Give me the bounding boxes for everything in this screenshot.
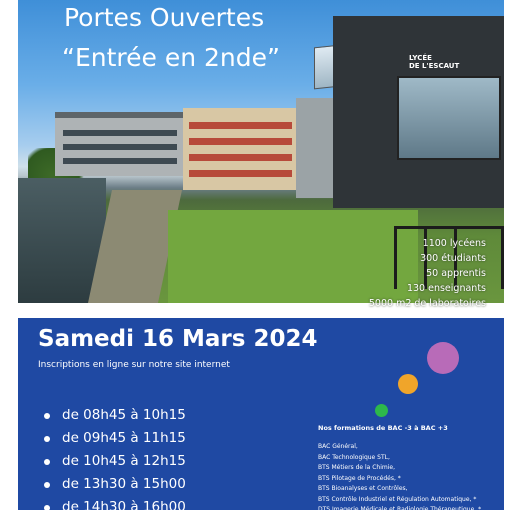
building-center [183,108,298,190]
formation-item: BAC Technologique STL, [318,453,390,461]
time-slot: de 08h45 à 10h15 [44,404,186,427]
stats-list [369,236,486,311]
glass-facade [397,76,501,160]
info-panel [18,318,504,515]
stat-item: 5000 m2 de laboratoires [368,298,486,309]
formations-heading: Nos formations de BAC -3 à BAC +3 [318,424,448,432]
campus-photo [18,0,504,309]
formation-item: BAC Général, [318,443,358,450]
formation-item: BTS Pilotage de Procédés, * [318,474,401,482]
event-date: Samedi 16 Mars 2024 [38,326,318,352]
formation-item: BTS Bioanalyses et Contrôles, [318,485,408,492]
title-line-2: “Entrée en 2nde” [62,43,280,72]
formation-item: DTS Imagerie Médicale et Radiologie Thérapeutique, * [318,506,482,513]
building-sign: LYCÉE DE L'ESCAUT [409,54,460,70]
green-dot [375,404,388,417]
time-slot: de 10h45 à 12h15 [44,450,186,473]
stat-item: 300 étudiants [420,253,486,264]
main-building [333,16,504,208]
time-slot: de 13h30 à 15h00 [44,473,186,496]
stat-item: 50 apprentis [426,268,486,279]
time-slot: de 09h45 à 11h15 [44,427,186,450]
purple-dot [427,342,459,374]
title-line-1: Portes Ouvertes [64,3,265,32]
time-slots [44,404,186,519]
building-left [55,112,185,176]
orange-dot [398,374,418,394]
formation-item: BTS Métiers de la Chimie, [318,464,396,471]
formation-item: BTS Contrôle Industriel et Régulation Automatique, * [318,495,477,503]
formations-list [318,424,481,516]
stat-item: 1100 lycéens [422,238,486,249]
stat-item: 130 enseignants [406,283,486,294]
time-slot: de 14h30 à 16h00 [44,496,186,519]
inscriptions-note: Inscriptions en ligne sur notre site internet [38,360,230,370]
